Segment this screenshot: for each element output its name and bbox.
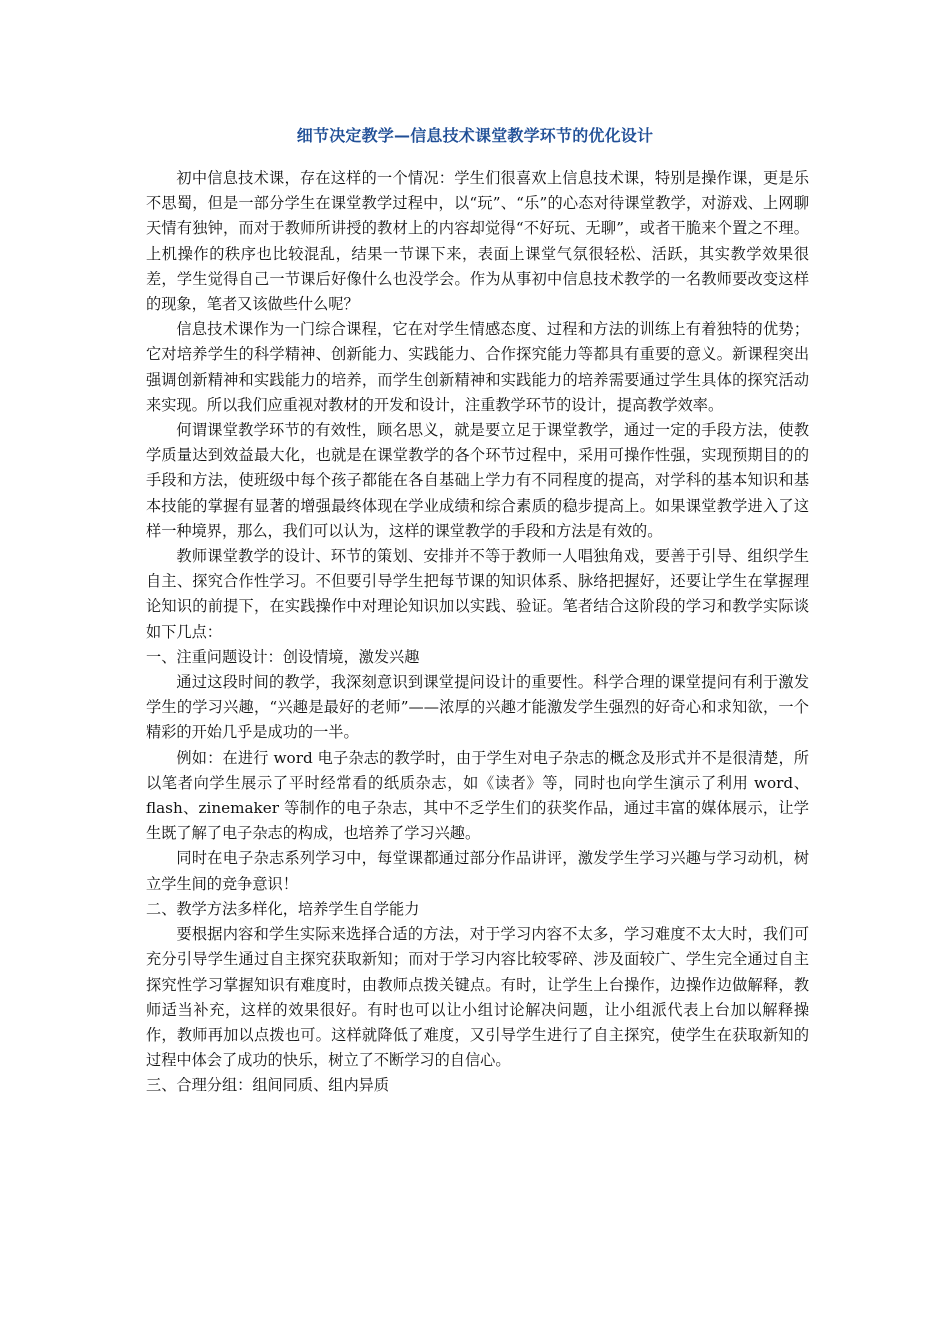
section-heading-2: 二、教学方法多样化，培养学生自学能力: [146, 899, 420, 918]
paragraph-effectiveness: 何谓课堂教学环节的有效性，顾名思义，就是要立足于课堂教学，通过一定的手段方法，使教学质量达到效益最大化，也就是在课堂教学的各个环节过程中，采用可操作性强，实现预期目的的手段和方法，使班级中每个孩子都能在各自基础上学力有不同程度的提高，对学科的基本知识和基本技能的掌握有显著的增强最终体现在学业成绩和综合素质的稳步提高上。如果课堂教学进入了这样一种境界，那么，我们可以认为，这样的课堂教学的手段和方法是有效的。: [146, 421, 809, 540]
paragraph-teacher-design: 教师课堂教学的设计、环节的策划、安排并不等于教师一人唱独角戏，要善于引导、组织学生自主、探究合作性学习。不但要引导学生把每节课的知识体系、脉络把握好，还要让学生在掌握理论知识的前提下，在实践操作中对理论知识加以实践、验证。笔者结合这阶段的学习和教学实际谈如下几点：: [146, 547, 809, 641]
paragraph-course-value: 信息技术课作为一门综合课程，它在对学生情感态度、过程和方法的训练上有着独特的优势；它对培养学生的科学精神、创新能力、实践能力、合作探究能力等都具有重要的意义。新课程突出强调创新精神和实践能力的培养，而学生创新精神和实践能力的培养需要通过学生具体的探究活动来实现。所以我们应重视对教材的开发和设计，注重教学环节的设计，提高教学效率。: [146, 320, 809, 414]
section1-paragraph-series: 同时在电子杂志系列学习中，每堂课都通过部分作品讲评，激发学生学习兴趣与学习动机，树立学生间的竞争意识！: [146, 849, 809, 893]
section2-paragraph-methods: 要根据内容和学生实际来选择合适的方法，对于学习内容不太多，学习难度不太大时，我们可充分引导学生通过自主探究获取新知；而对于学习内容比较零碎、涉及面较广、学生完全通过自主探究性学习掌握知识有难度时，由教师点拨关键点。有时，让学生上台操作，边操作边做解释，教师适当补充，这样的效果很好。有时也可以让小组讨论解决问题，让小组派代表上台加以解释操作，教师再加以点拨也可。这样就降低了难度，又引导学生进行了自主探究，使学生在获取新知的过程中体会了成功的快乐，树立了不断学习的自信心。: [146, 925, 809, 1070]
section-heading-3: 三、合理分组：组间同质、组内异质: [146, 1076, 389, 1095]
section1-paragraph-questions: 通过这段时间的教学，我深刻意识到课堂提问设计的重要性。科学合理的课堂提问有利于激发学生的学习兴趣，“兴趣是最好的老师”——浓厚的兴趣才能激发学生强烈的好奇心和求知欲，一个精彩的开始几乎是成功的一半。: [146, 673, 809, 742]
document-title: 细节决定教学—信息技术课堂教学环节的优化设计: [296, 126, 654, 145]
paragraph-intro: 初中信息技术课，存在这样的一个情况：学生们很喜欢上信息技术课，特别是操作课，更是乐不思蜀，但是一部分学生在课堂教学过程中，以“玩”、“乐”的心态对待课堂教学，对游戏、上网聊天情有独钟，而对于教师所讲授的教材上的内容却觉得“不好玩、无聊”，或者干脆来个置之不理。上机操作的秩序也比较混乱，结果一节课下来，表面上课堂气氛很轻松、活跃，其实教学效果很差，学生觉得自己一节课后好像什么也没学会。作为从事初中信息技术教学的一名教师要改变这样的现象，笔者又该做些什么呢？: [146, 169, 809, 314]
section1-paragraph-example: 例如：在进行 word 电子杂志的教学时，由于学生对电子杂志的概念及形式并不是很清楚，所以笔者向学生展示了平时经常看的纸质杂志，如《读者》等，同时也向学生演示了利用 word、flash、zinemaker 等制作的电子杂志，其中不乏学生们的获奖作品，通过丰富的媒体展示，让学生既了解了电子杂志的构成，也培养了学习兴趣。: [146, 748, 809, 843]
document-body: [146, 166, 809, 1099]
section-heading-1: 一、注重问题设计：创设情境，激发兴趣: [146, 647, 420, 666]
